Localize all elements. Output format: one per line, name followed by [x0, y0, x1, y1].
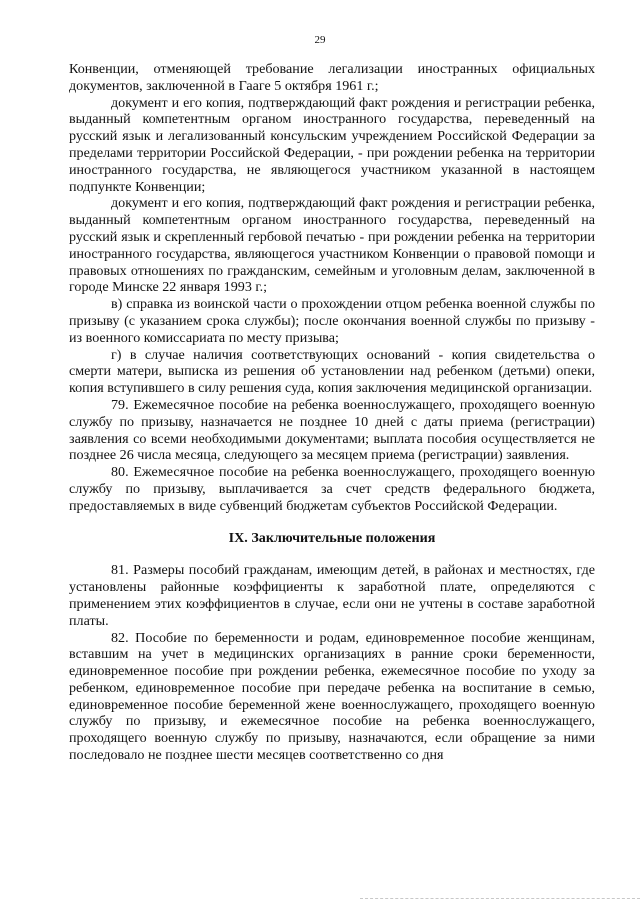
- section-heading: IX. Заключительные положения: [228, 529, 436, 546]
- paragraph-item-g: г) в случае наличия соответствующих оснований - копия свидетельства о смерти матери, выписка из решения об установлении над ребенком (детьми) опеки, копия вступившего в силу решения суда, копия заключения медицинской организации.: [69, 346, 595, 397]
- paragraph-80: 80. Ежемесячное пособие на ребенка военнослужащего, проходящего военную службу по призыву, выплачивается за счет средств федерального бюджета, предоставляемых в виде субвенций бюджетам субъектов Российской Федерации.: [69, 464, 595, 514]
- paragraph-79: 79. Ежемесячное пособие на ребенка военнослужащего, проходящего военную службу по призыву, назначается не позднее 10 дней с даты приема (регистрации) заявления со всеми необходимыми документами; выплата пособия осуществляется не позднее 26 числа месяца, следующего за месяцем приема (регистрации) заявления.: [69, 396, 595, 464]
- paragraph-82: 82. Пособие по беременности и родам, единовременное пособие женщинам, вставшим на учет в медицинских организациях в ранние сроки беременности, единовременное пособие при рождении ребенка, ежемесячное пособие по уходу за ребенком, единовременное пособие при передаче ребенка на воспитание в семью, единовременное пособие беременной жене военнослужащего, проходящего военную службу по призыву, и ежемесячное пособие на ребенка военнослужащего, проходящего военную службу по призыву, назначаются, если обращение за ними последовало не позднее шести месяцев соответственно со дня: [69, 629, 595, 764]
- section-heading-wrap: [69, 515, 595, 563]
- paragraph-item-v: в) справка из воинской части о прохождении отцом ребенка военной службы по призыву (с указанием срока службы); после окончания военной службы по призыву - из военного комиссариата по месту призыва;: [69, 296, 595, 346]
- document-body: [69, 61, 595, 764]
- paragraph-document-legalized: документ и его копия, подтверждающий факт рождения и регистрации ребенка, выданный компетентным органом иностранного государства, переведенный на русский язык и легализованный консульским учреждением Российской Федерации за пределами территории Российской Федерации, - при рождении ребенка на территории иностранного государства, не являющегося участником указанной в настоящем подпункте Конвенции;: [69, 94, 595, 195]
- paragraph-document-stamped: документ и его копия, подтверждающий факт рождения и регистрации ребенка, выданный компетентным органом иностранного государства, переведенный на русский язык и скрепленный гербовой печатью - при рождении ребенка на территории иностранного государства, являющегося участником Конвенции о правовой помощи и правовых отношениях по гражданским, семейным и уголовным делам, заключенной в городе Минске 22 января 1993 г.;: [69, 195, 595, 296]
- page-number: 29: [314, 34, 326, 46]
- paragraph-convention-end: Конвенции, отменяющей требование легализации иностранных официальных документов, заключенной в Гааге 5 октября 1961 г.;: [69, 61, 595, 94]
- paragraph-81: 81. Размеры пособий гражданам, имеющим детей, в районах и местностях, где установлены районные коэффициенты к заработной плате, определяются с применением этих коэффициентов в случае, если они не учтены в составе заработной платы.: [69, 562, 595, 629]
- scan-artifact-line: [360, 898, 640, 899]
